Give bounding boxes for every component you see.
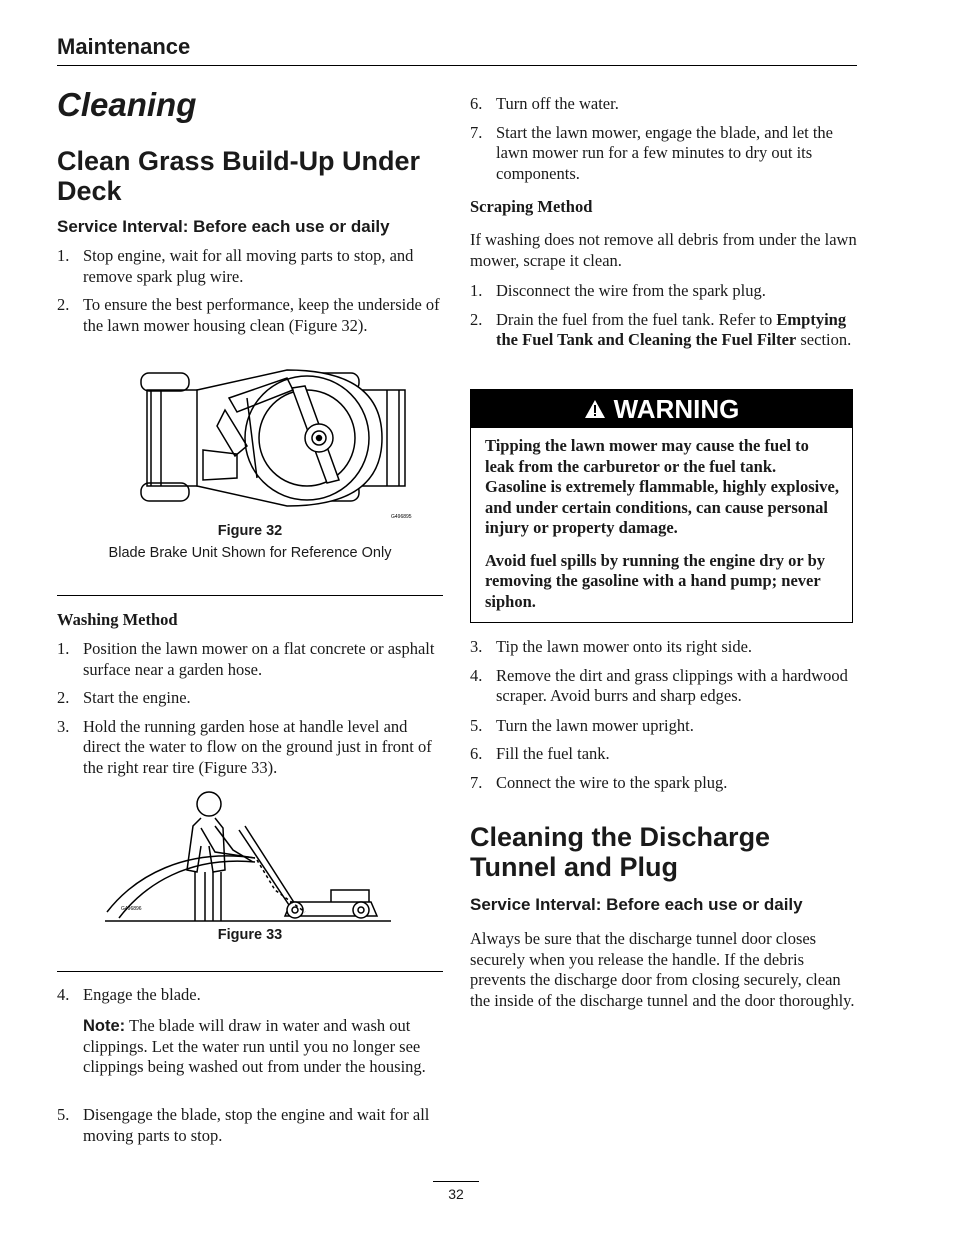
figure-32-rule bbox=[57, 595, 443, 596]
figure-33-code: G496896 bbox=[121, 906, 142, 912]
warning-triangle-icon bbox=[584, 399, 606, 419]
warning-paragraph-2: Avoid fuel spills by running the engine dry or by removing the gasoline with a hand pump; never siphon. bbox=[485, 550, 825, 611]
warning-box bbox=[470, 389, 853, 623]
scraping-method-title: Scraping Method bbox=[470, 197, 593, 216]
figure-33-caption: Figure 33 bbox=[217, 927, 283, 943]
list-item: 2. Drain the fuel from the fuel tank. Refer to Emptying the Fuel Tank and Cleaning the Fuel Filter section. bbox=[470, 309, 852, 349]
list-item: 4. Engage the blade. bbox=[57, 985, 201, 1004]
list-item: 7. Start the lawn mower, engage the blade, and let the lawn mower run for a few minutes to dry out its components. bbox=[470, 122, 834, 183]
page-title: Cleaning bbox=[57, 86, 197, 123]
warning-header bbox=[471, 390, 852, 428]
washing-method-title: Washing Method bbox=[57, 610, 178, 629]
list-item: 6. Turn off the water. bbox=[470, 94, 619, 113]
list-item: 2. Start the engine. bbox=[57, 688, 191, 707]
list-item: 3. Hold the running garden hose at handle level and direct the water to flow on the ground just in front of the right rear tire (Figure 33). bbox=[57, 716, 432, 777]
figure-32-code: G496895 bbox=[391, 514, 412, 520]
list-item: 2. To ensure the best performance, keep the underside of the lawn mower housing clean (Figure 32). bbox=[57, 295, 440, 335]
washing-steps-cont-2 bbox=[57, 1105, 443, 1154]
scraping-intro: If washing does not remove all debris from under the lawn mower, scrape it clean. bbox=[470, 230, 857, 270]
service-interval-2: Service Interval: Before each use or daily bbox=[470, 895, 803, 914]
list-item: 4. Remove the dirt and grass clippings with a hardwood scraper. Avoid burrs and sharp edges. bbox=[470, 665, 848, 705]
washing-steps bbox=[57, 639, 443, 786]
note bbox=[83, 1016, 443, 1078]
heading-clean-grass: Clean Grass Build-Up Under Deck bbox=[57, 146, 421, 206]
warning-body bbox=[471, 428, 852, 612]
steps-list-1 bbox=[57, 246, 443, 344]
list-item: 1. Disconnect the wire from the spark plug. bbox=[470, 281, 766, 300]
warning-paragraph-1: Tipping the lawn mower may cause the fuel to leak from the carburetor or the fuel tank. Gasoline is extremely flammable, highly explosive, and under certain conditions, can cause personal injury or property damage. bbox=[485, 436, 839, 537]
list-item: 1. Stop engine, wait for all moving parts to stop, and remove spark plug wire. bbox=[57, 246, 414, 286]
list-item: 5. Turn the lawn mower upright. bbox=[470, 715, 694, 735]
list-item: 6. Fill the fuel tank. bbox=[470, 744, 610, 763]
header-rule bbox=[57, 65, 857, 66]
service-interval: Service Interval: Before each use or daily bbox=[57, 217, 390, 236]
washing-steps-right bbox=[470, 94, 857, 192]
list-item: 1. Position the lawn mower on a flat concrete or asphalt surface near a garden hose. bbox=[57, 639, 435, 679]
page-number-rule bbox=[433, 1181, 479, 1182]
list-item: 5. Disengage the blade, stop the engine and wait for all moving parts to stop. bbox=[57, 1105, 430, 1145]
figure-33-hose-washing bbox=[105, 786, 391, 926]
note-label: Note: bbox=[83, 1017, 126, 1035]
section-header: Maintenance bbox=[57, 34, 191, 59]
figure-32-caption: Figure 32 bbox=[217, 523, 283, 539]
scraping-steps-cont bbox=[470, 637, 857, 801]
list-item: 3. Tip the lawn mower onto its right side. bbox=[470, 637, 753, 656]
heading-discharge-tunnel: Cleaning the Discharge Tunnel and Plug bbox=[470, 822, 771, 882]
scraping-steps bbox=[470, 281, 857, 359]
washing-steps-cont bbox=[57, 985, 443, 1014]
list-item: 7. Connect the wire to the spark plug. bbox=[470, 772, 728, 792]
page-number: 32 bbox=[448, 1186, 464, 1202]
warning-label: WARNING bbox=[613, 393, 740, 424]
figure-32-mower-underside bbox=[137, 368, 427, 520]
discharge-paragraph: Always be sure that the discharge tunnel door closes securely when you release the handle. If the debris prevents the discharge door from closing securely, clean the inside of the discharge tunnel and the door thoroughly. bbox=[470, 929, 855, 1010]
figure-32-subcaption: Blade Brake Unit Shown for Reference Only bbox=[108, 545, 392, 561]
figure-33-rule bbox=[57, 971, 443, 972]
note-text: The blade will draw in water and wash out clippings. Let the water run until you no longer see clippings being washed out from under the housing. bbox=[83, 1016, 426, 1076]
